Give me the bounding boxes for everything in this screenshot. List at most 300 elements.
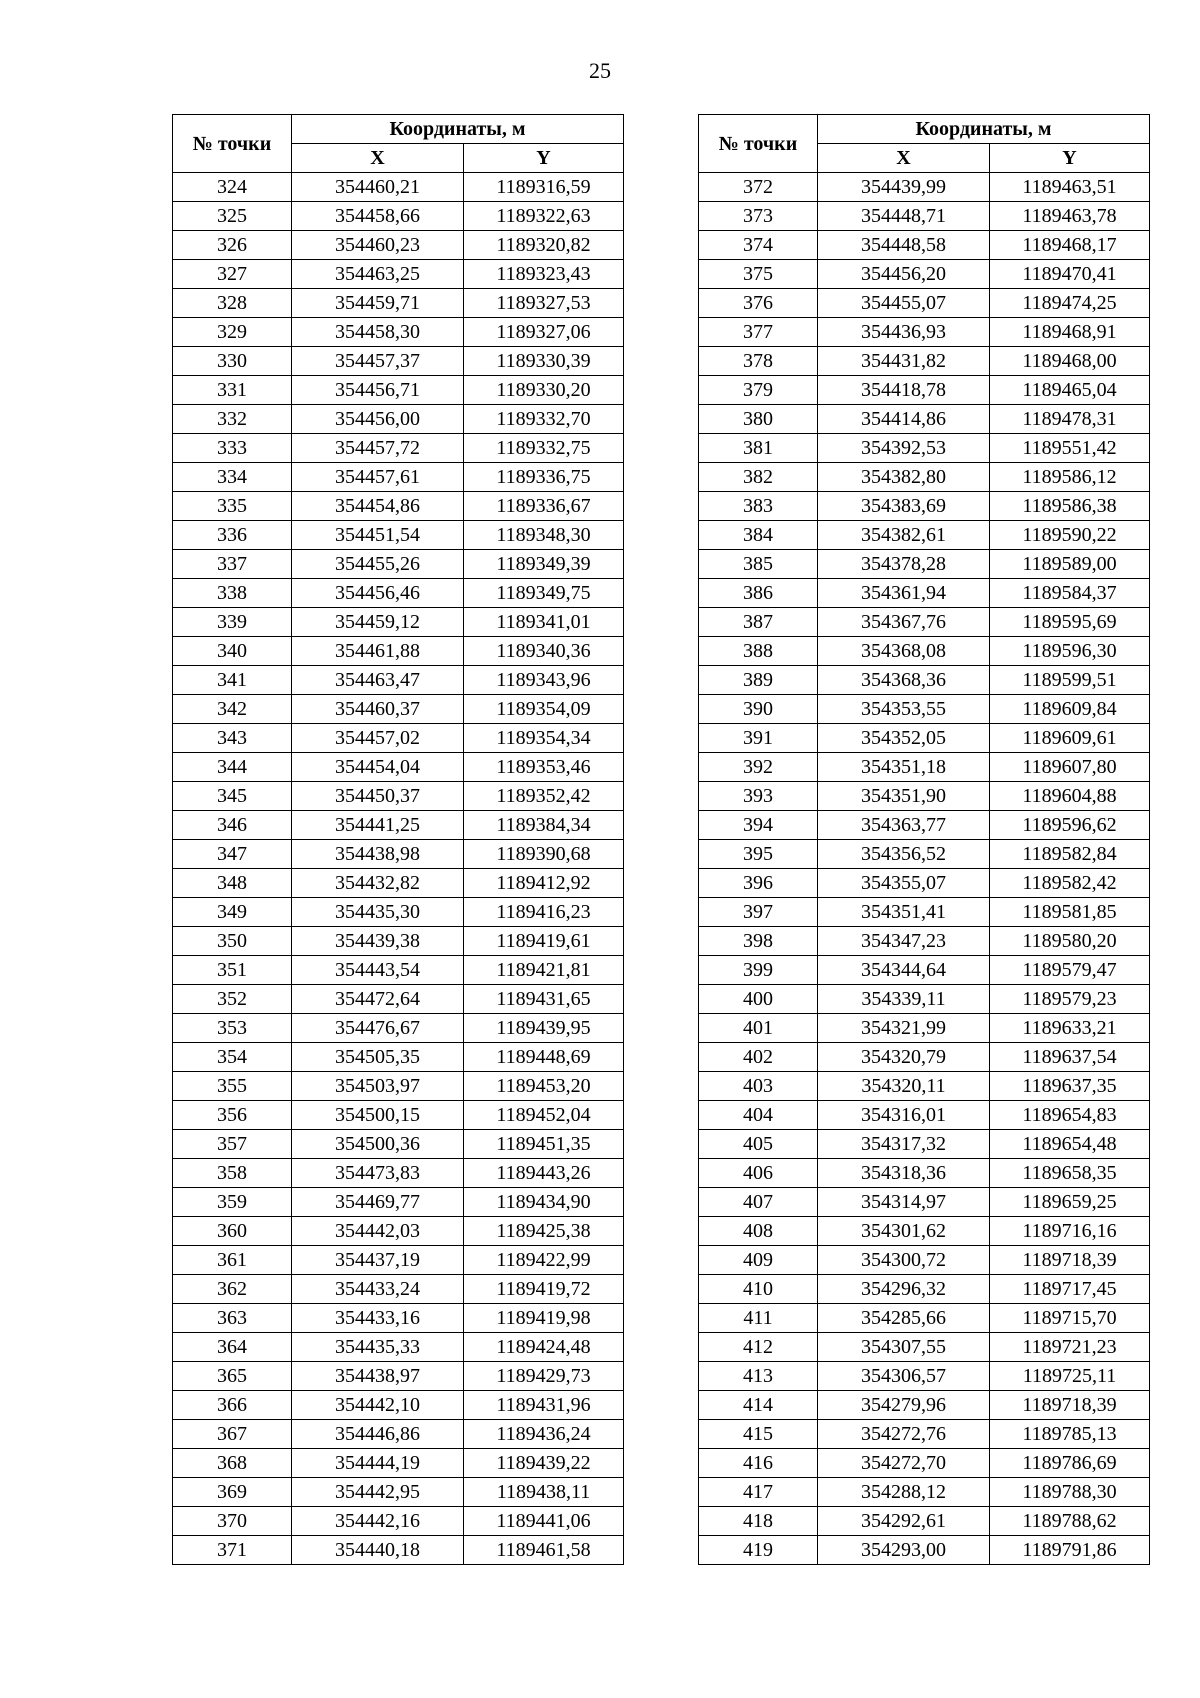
point-number-cell: 335 [173, 492, 292, 521]
x-coordinate-cell: 354356,52 [818, 840, 990, 869]
y-coordinate-cell: 1189349,75 [464, 579, 624, 608]
table-row [173, 1043, 624, 1072]
y-coordinate-cell: 1189322,63 [464, 202, 624, 231]
table-row [699, 1130, 1150, 1159]
y-coordinate-cell: 1189465,04 [990, 376, 1150, 405]
x-coordinate-cell: 354446,86 [292, 1420, 464, 1449]
point-number-cell: 400 [699, 985, 818, 1014]
table-row [699, 173, 1150, 202]
point-number-cell: 365 [173, 1362, 292, 1391]
point-number-cell: 341 [173, 666, 292, 695]
point-number-cell: 390 [699, 695, 818, 724]
point-number-cell: 389 [699, 666, 818, 695]
y-coordinate-cell: 1189332,70 [464, 405, 624, 434]
point-number-cell: 396 [699, 869, 818, 898]
y-coordinate-cell: 1189582,42 [990, 869, 1150, 898]
point-number-cell: 331 [173, 376, 292, 405]
y-coordinate-cell: 1189352,42 [464, 782, 624, 811]
y-coordinate-cell: 1189725,11 [990, 1362, 1150, 1391]
table-row [173, 1420, 624, 1449]
y-coordinate-cell: 1189637,54 [990, 1043, 1150, 1072]
table-row [173, 1130, 624, 1159]
table-row [173, 1275, 624, 1304]
point-number-cell: 402 [699, 1043, 818, 1072]
x-coordinate-cell: 354392,53 [818, 434, 990, 463]
y-coordinate-cell: 1189348,30 [464, 521, 624, 550]
x-coordinate-cell: 354293,00 [818, 1536, 990, 1565]
x-coordinate-cell: 354472,64 [292, 985, 464, 1014]
y-coordinate-cell: 1189341,01 [464, 608, 624, 637]
table-row [699, 1159, 1150, 1188]
point-number-cell: 354 [173, 1043, 292, 1072]
table-row [699, 753, 1150, 782]
point-number-cell: 403 [699, 1072, 818, 1101]
point-number-cell: 324 [173, 173, 292, 202]
coordinates-table-left [172, 114, 624, 1565]
point-number-cell: 388 [699, 637, 818, 666]
point-number-cell: 368 [173, 1449, 292, 1478]
point-number-cell: 395 [699, 840, 818, 869]
table-row [173, 811, 624, 840]
table-row [173, 1159, 624, 1188]
x-coordinate-cell: 354455,26 [292, 550, 464, 579]
point-number-cell: 373 [699, 202, 818, 231]
x-coordinate-cell: 354459,12 [292, 608, 464, 637]
table-row [173, 202, 624, 231]
table-row [699, 231, 1150, 260]
table-row [699, 260, 1150, 289]
table-row [173, 724, 624, 753]
y-header: Y [464, 144, 624, 173]
y-coordinate-cell: 1189461,58 [464, 1536, 624, 1565]
x-coordinate-cell: 354321,99 [818, 1014, 990, 1043]
table-row [699, 666, 1150, 695]
table-row [699, 1188, 1150, 1217]
y-coordinate-cell: 1189595,69 [990, 608, 1150, 637]
y-coordinate-cell: 1189336,75 [464, 463, 624, 492]
point-number-cell: 340 [173, 637, 292, 666]
x-coordinate-cell: 354418,78 [818, 376, 990, 405]
table-row [699, 463, 1150, 492]
x-coordinate-cell: 354439,38 [292, 927, 464, 956]
x-coordinate-cell: 354454,04 [292, 753, 464, 782]
point-number-cell: 393 [699, 782, 818, 811]
y-coordinate-cell: 1189468,91 [990, 318, 1150, 347]
point-number-cell: 372 [699, 173, 818, 202]
x-coordinate-cell: 354456,71 [292, 376, 464, 405]
x-coordinate-cell: 354307,55 [818, 1333, 990, 1362]
point-number-cell: 398 [699, 927, 818, 956]
point-number-cell: 344 [173, 753, 292, 782]
point-number-cell: 409 [699, 1246, 818, 1275]
y-coordinate-cell: 1189421,81 [464, 956, 624, 985]
y-coordinate-cell: 1189336,67 [464, 492, 624, 521]
point-number-cell: 371 [173, 1536, 292, 1565]
point-number-cell: 328 [173, 289, 292, 318]
x-coordinate-cell: 354382,61 [818, 521, 990, 550]
point-number-cell: 366 [173, 1391, 292, 1420]
y-coordinate-cell: 1189320,82 [464, 231, 624, 260]
table-row [173, 1101, 624, 1130]
table-row [699, 492, 1150, 521]
x-coordinate-cell: 354460,37 [292, 695, 464, 724]
point-number-cell: 362 [173, 1275, 292, 1304]
table-row [173, 463, 624, 492]
y-coordinate-cell: 1189323,43 [464, 260, 624, 289]
point-number-cell: 327 [173, 260, 292, 289]
y-coordinate-cell: 1189581,85 [990, 898, 1150, 927]
y-coordinate-cell: 1189633,21 [990, 1014, 1150, 1043]
y-coordinate-cell: 1189330,20 [464, 376, 624, 405]
table-row [699, 608, 1150, 637]
coordinates-header: Координаты, м [818, 115, 1150, 144]
y-coordinate-cell: 1189596,62 [990, 811, 1150, 840]
table-row [173, 1449, 624, 1478]
table-row [699, 637, 1150, 666]
x-coordinate-cell: 354435,30 [292, 898, 464, 927]
point-number-cell: 333 [173, 434, 292, 463]
table-row [699, 927, 1150, 956]
x-coordinate-cell: 354457,37 [292, 347, 464, 376]
x-coordinate-cell: 354352,05 [818, 724, 990, 753]
table-row [699, 434, 1150, 463]
point-number-cell: 374 [699, 231, 818, 260]
point-number-cell: 380 [699, 405, 818, 434]
table-row [173, 405, 624, 434]
y-coordinate-cell: 1189419,72 [464, 1275, 624, 1304]
point-number-cell: 407 [699, 1188, 818, 1217]
y-coordinate-cell: 1189327,06 [464, 318, 624, 347]
table-row [699, 956, 1150, 985]
x-coordinate-cell: 354436,93 [818, 318, 990, 347]
point-number-cell: 405 [699, 1130, 818, 1159]
point-number-cell: 347 [173, 840, 292, 869]
point-number-cell: 330 [173, 347, 292, 376]
table-body [699, 173, 1150, 1565]
y-coordinate-cell: 1189791,86 [990, 1536, 1150, 1565]
point-number-cell: 416 [699, 1449, 818, 1478]
y-coordinate-cell: 1189586,38 [990, 492, 1150, 521]
y-coordinate-cell: 1189416,23 [464, 898, 624, 927]
table-row [699, 1246, 1150, 1275]
y-coordinate-cell: 1189788,30 [990, 1478, 1150, 1507]
x-coordinate-cell: 354355,07 [818, 869, 990, 898]
point-number-cell: 336 [173, 521, 292, 550]
y-coordinate-cell: 1189609,61 [990, 724, 1150, 753]
point-number-cell: 345 [173, 782, 292, 811]
x-coordinate-cell: 354292,61 [818, 1507, 990, 1536]
x-coordinate-cell: 354368,36 [818, 666, 990, 695]
x-coordinate-cell: 354500,15 [292, 1101, 464, 1130]
table-row [699, 1391, 1150, 1420]
x-coordinate-cell: 354463,47 [292, 666, 464, 695]
table-row [173, 1246, 624, 1275]
point-number-cell: 414 [699, 1391, 818, 1420]
y-coordinate-cell: 1189468,17 [990, 231, 1150, 260]
y-coordinate-cell: 1189412,92 [464, 869, 624, 898]
x-coordinate-cell: 354442,16 [292, 1507, 464, 1536]
x-coordinate-cell: 354279,96 [818, 1391, 990, 1420]
point-number-cell: 415 [699, 1420, 818, 1449]
y-coordinate-cell: 1189419,61 [464, 927, 624, 956]
table-row [173, 492, 624, 521]
x-coordinate-cell: 354314,97 [818, 1188, 990, 1217]
point-number-cell: 394 [699, 811, 818, 840]
table-row [699, 840, 1150, 869]
table-row [173, 637, 624, 666]
coordinates-table-right [698, 114, 1150, 1565]
point-number-cell: 383 [699, 492, 818, 521]
point-number-cell: 408 [699, 1217, 818, 1246]
y-coordinate-cell: 1189441,06 [464, 1507, 624, 1536]
point-number-cell: 411 [699, 1304, 818, 1333]
y-coordinate-cell: 1189425,38 [464, 1217, 624, 1246]
x-coordinate-cell: 354442,03 [292, 1217, 464, 1246]
point-number-header: № точки [699, 115, 818, 173]
x-coordinate-cell: 354457,61 [292, 463, 464, 492]
point-number-cell: 381 [699, 434, 818, 463]
x-coordinate-cell: 354339,11 [818, 985, 990, 1014]
x-coordinate-cell: 354463,25 [292, 260, 464, 289]
point-number-header: № точки [173, 115, 292, 173]
table-row [173, 840, 624, 869]
table-row [699, 521, 1150, 550]
table-row [173, 985, 624, 1014]
x-coordinate-cell: 354458,66 [292, 202, 464, 231]
x-coordinate-cell: 354320,11 [818, 1072, 990, 1101]
table-row [173, 289, 624, 318]
y-coordinate-cell: 1189349,39 [464, 550, 624, 579]
table-row [173, 927, 624, 956]
x-coordinate-cell: 354316,01 [818, 1101, 990, 1130]
x-coordinate-cell: 354442,95 [292, 1478, 464, 1507]
y-coordinate-cell: 1189439,95 [464, 1014, 624, 1043]
point-number-cell: 406 [699, 1159, 818, 1188]
x-coordinate-cell: 354443,54 [292, 956, 464, 985]
y-coordinate-cell: 1189436,24 [464, 1420, 624, 1449]
x-coordinate-cell: 354363,77 [818, 811, 990, 840]
table-row [173, 1072, 624, 1101]
y-coordinate-cell: 1189463,78 [990, 202, 1150, 231]
x-coordinate-cell: 354432,82 [292, 869, 464, 898]
y-coordinate-cell: 1189609,84 [990, 695, 1150, 724]
page-number: 25 [589, 58, 611, 83]
x-coordinate-cell: 354459,71 [292, 289, 464, 318]
y-coordinate-cell: 1189327,53 [464, 289, 624, 318]
y-coordinate-cell: 1189474,25 [990, 289, 1150, 318]
y-coordinate-cell: 1189721,23 [990, 1333, 1150, 1362]
table-row [699, 1478, 1150, 1507]
table-row [173, 260, 624, 289]
y-coordinate-cell: 1189431,65 [464, 985, 624, 1014]
x-coordinate-cell: 354383,69 [818, 492, 990, 521]
table-row [699, 898, 1150, 927]
table-row [699, 550, 1150, 579]
table-row [173, 1478, 624, 1507]
point-number-cell: 397 [699, 898, 818, 927]
table-row [173, 1217, 624, 1246]
y-coordinate-cell: 1189340,36 [464, 637, 624, 666]
x-coordinate-cell: 354455,07 [818, 289, 990, 318]
x-coordinate-cell: 354437,19 [292, 1246, 464, 1275]
point-number-cell: 404 [699, 1101, 818, 1130]
y-coordinate-cell: 1189434,90 [464, 1188, 624, 1217]
x-coordinate-cell: 354300,72 [818, 1246, 990, 1275]
y-coordinate-cell: 1189353,46 [464, 753, 624, 782]
x-coordinate-cell: 354448,71 [818, 202, 990, 231]
table-row [173, 956, 624, 985]
point-number-cell: 332 [173, 405, 292, 434]
x-coordinate-cell: 354469,77 [292, 1188, 464, 1217]
table-row [699, 1101, 1150, 1130]
y-coordinate-cell: 1189438,11 [464, 1478, 624, 1507]
y-coordinate-cell: 1189584,37 [990, 579, 1150, 608]
point-number-cell: 361 [173, 1246, 292, 1275]
point-number-cell: 399 [699, 956, 818, 985]
point-number-cell: 418 [699, 1507, 818, 1536]
x-coordinate-cell: 354451,54 [292, 521, 464, 550]
table-row [699, 405, 1150, 434]
table-row [699, 1536, 1150, 1565]
x-coordinate-cell: 354296,32 [818, 1275, 990, 1304]
x-coordinate-cell: 354368,08 [818, 637, 990, 666]
point-number-cell: 364 [173, 1333, 292, 1362]
x-header: X [818, 144, 990, 173]
point-number-cell: 401 [699, 1014, 818, 1043]
y-coordinate-cell: 1189586,12 [990, 463, 1150, 492]
point-number-cell: 325 [173, 202, 292, 231]
y-coordinate-cell: 1189452,04 [464, 1101, 624, 1130]
x-coordinate-cell: 354306,57 [818, 1362, 990, 1391]
y-coordinate-cell: 1189429,73 [464, 1362, 624, 1391]
table-row [173, 1188, 624, 1217]
table-row [699, 1333, 1150, 1362]
table-row [173, 608, 624, 637]
y-coordinate-cell: 1189453,20 [464, 1072, 624, 1101]
x-coordinate-cell: 354317,32 [818, 1130, 990, 1159]
point-number-cell: 339 [173, 608, 292, 637]
y-coordinate-cell: 1189596,30 [990, 637, 1150, 666]
y-coordinate-cell: 1189424,48 [464, 1333, 624, 1362]
point-number-cell: 382 [699, 463, 818, 492]
table-row [173, 753, 624, 782]
x-coordinate-cell: 354285,66 [818, 1304, 990, 1333]
x-coordinate-cell: 354378,28 [818, 550, 990, 579]
table-row [173, 1391, 624, 1420]
point-number-cell: 343 [173, 724, 292, 753]
point-number-cell: 385 [699, 550, 818, 579]
y-coordinate-cell: 1189786,69 [990, 1449, 1150, 1478]
point-number-cell: 410 [699, 1275, 818, 1304]
y-coordinate-cell: 1189343,96 [464, 666, 624, 695]
y-coordinate-cell: 1189468,00 [990, 347, 1150, 376]
point-number-cell: 375 [699, 260, 818, 289]
coordinates-header: Координаты, м [292, 115, 624, 144]
point-number-cell: 363 [173, 1304, 292, 1333]
table-row [699, 1014, 1150, 1043]
x-coordinate-cell: 354473,83 [292, 1159, 464, 1188]
x-coordinate-cell: 354367,76 [818, 608, 990, 637]
x-coordinate-cell: 354440,18 [292, 1536, 464, 1565]
table-row [173, 231, 624, 260]
y-coordinate-cell: 1189384,34 [464, 811, 624, 840]
y-coordinate-cell: 1189579,23 [990, 985, 1150, 1014]
table-row [699, 376, 1150, 405]
point-number-cell: 417 [699, 1478, 818, 1507]
y-coordinate-cell: 1189470,41 [990, 260, 1150, 289]
y-coordinate-cell: 1189354,34 [464, 724, 624, 753]
x-coordinate-cell: 354414,86 [818, 405, 990, 434]
y-coordinate-cell: 1189718,39 [990, 1391, 1150, 1420]
point-number-cell: 376 [699, 289, 818, 318]
y-coordinate-cell: 1189654,83 [990, 1101, 1150, 1130]
y-coordinate-cell: 1189316,59 [464, 173, 624, 202]
table-row [699, 1420, 1150, 1449]
x-coordinate-cell: 354456,46 [292, 579, 464, 608]
point-number-cell: 342 [173, 695, 292, 724]
x-coordinate-cell: 354288,12 [818, 1478, 990, 1507]
y-coordinate-cell: 1189590,22 [990, 521, 1150, 550]
point-number-cell: 356 [173, 1101, 292, 1130]
x-coordinate-cell: 354456,20 [818, 260, 990, 289]
table-row [173, 579, 624, 608]
point-number-cell: 346 [173, 811, 292, 840]
table-row [699, 289, 1150, 318]
x-coordinate-cell: 354272,70 [818, 1449, 990, 1478]
point-number-cell: 386 [699, 579, 818, 608]
x-coordinate-cell: 354505,35 [292, 1043, 464, 1072]
point-number-cell: 348 [173, 869, 292, 898]
table-row [173, 869, 624, 898]
table-row [173, 434, 624, 463]
y-coordinate-cell: 1189589,00 [990, 550, 1150, 579]
x-coordinate-cell: 354433,24 [292, 1275, 464, 1304]
table-row [699, 1275, 1150, 1304]
point-number-cell: 338 [173, 579, 292, 608]
point-number-cell: 384 [699, 521, 818, 550]
table-row [173, 1304, 624, 1333]
point-number-cell: 379 [699, 376, 818, 405]
point-number-cell: 419 [699, 1536, 818, 1565]
point-number-cell: 392 [699, 753, 818, 782]
x-coordinate-cell: 354503,97 [292, 1072, 464, 1101]
table-row [699, 202, 1150, 231]
table-row [699, 1043, 1150, 1072]
x-coordinate-cell: 354344,64 [818, 956, 990, 985]
table-row [699, 695, 1150, 724]
point-number-cell: 337 [173, 550, 292, 579]
point-number-cell: 355 [173, 1072, 292, 1101]
x-coordinate-cell: 354272,76 [818, 1420, 990, 1449]
x-coordinate-cell: 354435,33 [292, 1333, 464, 1362]
y-header: Y [990, 144, 1150, 173]
y-coordinate-cell: 1189419,98 [464, 1304, 624, 1333]
table-row [173, 1536, 624, 1565]
y-coordinate-cell: 1189607,80 [990, 753, 1150, 782]
y-coordinate-cell: 1189718,39 [990, 1246, 1150, 1275]
x-coordinate-cell: 354454,86 [292, 492, 464, 521]
point-number-cell: 387 [699, 608, 818, 637]
x-coordinate-cell: 354458,30 [292, 318, 464, 347]
table-row [699, 1449, 1150, 1478]
table-row [173, 521, 624, 550]
x-header: X [292, 144, 464, 173]
x-coordinate-cell: 354347,23 [818, 927, 990, 956]
x-coordinate-cell: 354457,72 [292, 434, 464, 463]
y-coordinate-cell: 1189478,31 [990, 405, 1150, 434]
x-coordinate-cell: 354438,97 [292, 1362, 464, 1391]
y-coordinate-cell: 1189715,70 [990, 1304, 1150, 1333]
